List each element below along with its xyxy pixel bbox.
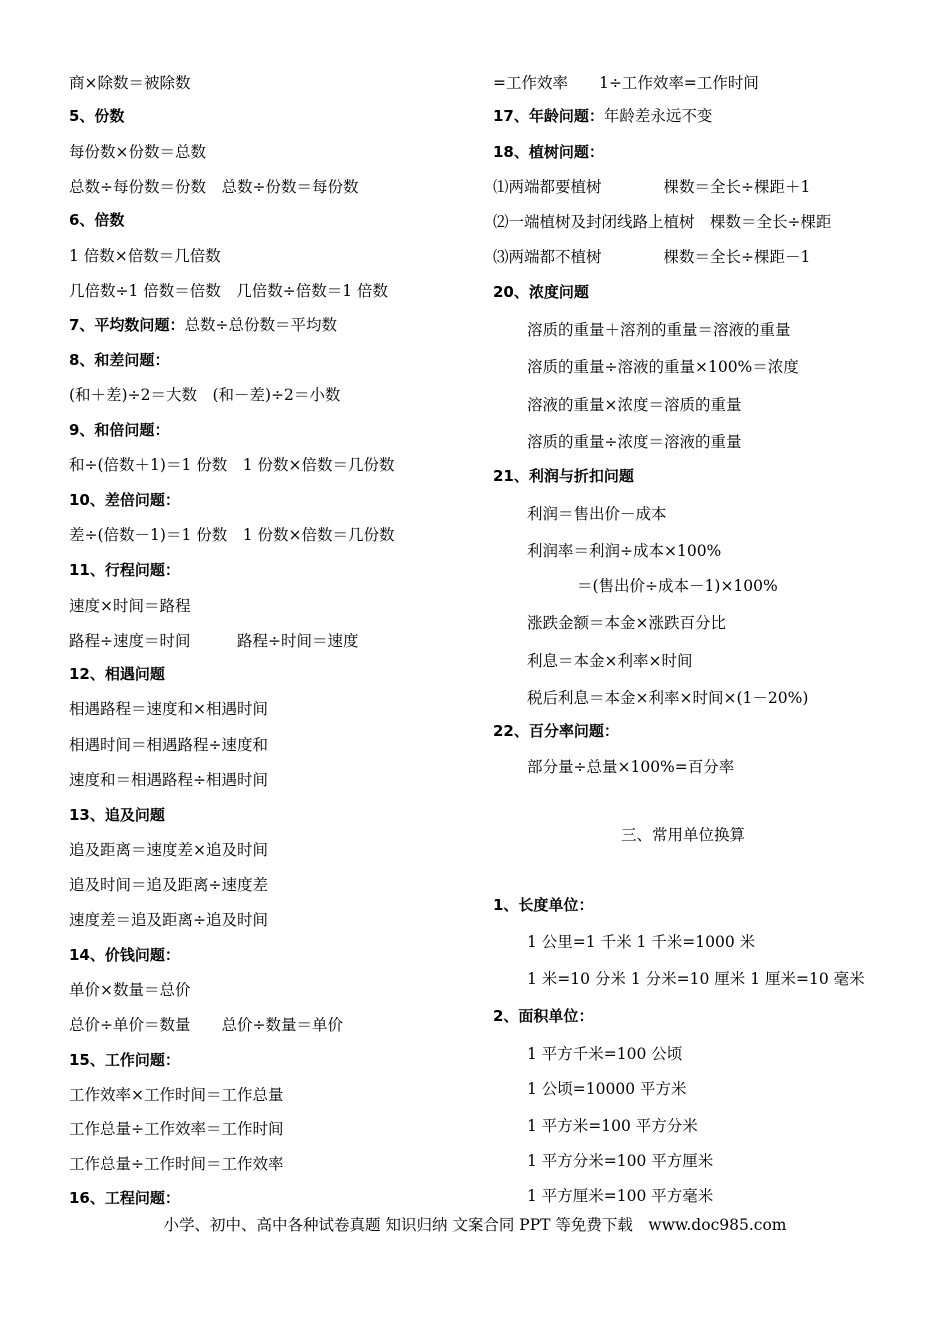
- right-formula-line: 1 平方千米=100 公顷: [527, 1045, 683, 1063]
- right-formula-line: 利润＝售出价－成本: [527, 505, 667, 523]
- right-formula-line: ⑴两端都要植树 棵数＝全长÷棵距＋1: [493, 178, 811, 196]
- heading-label: 9、和倍问题：: [69, 421, 170, 439]
- left-heading: [69, 350, 169, 370]
- left-formula-line: 工作总量÷工作效率＝工作时间: [69, 1120, 284, 1138]
- right-formula-line: 溶质的重量＋溶剂的重量＝溶液的重量: [527, 321, 791, 339]
- left-formula-line: 几倍数÷1 倍数＝倍数 几倍数÷倍数＝1 倍数: [69, 282, 389, 300]
- heading-label: 20、浓度问题: [493, 283, 589, 301]
- right-formula-line: 涨跌金额＝本金×涨跌百分比: [527, 614, 726, 632]
- left-formula-line: 工作总量÷工作时间＝工作效率: [69, 1155, 284, 1173]
- right-formula-line: 1 平方米=100 平方分米: [527, 1117, 698, 1135]
- right-heading: [493, 721, 619, 741]
- heading-label: 1、长度单位：: [493, 896, 594, 914]
- right-formula-line: 税后利息＝本金×利率×时间×(1－20%): [527, 689, 809, 707]
- heading-label: 7、平均数问题：: [69, 316, 185, 334]
- right-heading: [493, 106, 712, 126]
- right-heading: [493, 895, 593, 915]
- right-formula-line: =工作效率 1÷工作效率=工作时间: [493, 74, 759, 92]
- heading-label: 13、追及问题: [69, 806, 165, 824]
- left-heading: [69, 106, 124, 126]
- left-formula-line: (和＋差)÷2＝大数 (和－差)÷2＝小数: [69, 386, 341, 404]
- heading-label: 18、植树问题：: [493, 143, 604, 161]
- left-heading: [69, 1050, 180, 1070]
- left-formula-line: 追及距离＝速度差×追及时间: [69, 841, 268, 859]
- left-heading: [69, 210, 124, 230]
- right-formula-line: 利息＝本金×利率×时间: [527, 652, 693, 670]
- heading-label: 15、工作问题：: [69, 1051, 180, 1069]
- left-formula-line: 和÷(倍数＋1)＝1 份数 1 份数×倍数＝几份数: [69, 456, 395, 474]
- left-heading: [69, 945, 180, 965]
- right-heading: [493, 282, 589, 302]
- heading-label: 8、和差问题：: [69, 351, 170, 369]
- right-heading: [493, 142, 604, 162]
- right-formula-line: 1 米=10 分米 1 分米=10 厘米 1 厘米=10 毫米: [527, 970, 865, 988]
- left-heading: [69, 490, 180, 510]
- right-formula-line: 利润率＝利润÷成本×100%: [527, 542, 722, 560]
- heading-label: 2、面积单位：: [493, 1007, 594, 1025]
- heading-label: 12、相遇问题: [69, 665, 165, 683]
- heading-label: 14、价钱问题：: [69, 946, 180, 964]
- right-heading: [493, 1006, 593, 1026]
- heading-label: 5、份数: [69, 107, 125, 125]
- right-formula-line: 溶液的重量×浓度＝溶质的重量: [527, 396, 742, 414]
- left-formula-line: 追及时间＝追及距离÷速度差: [69, 876, 268, 894]
- left-formula-line: 速度和＝相遇路程÷相遇时间: [69, 771, 268, 789]
- left-heading: [69, 664, 165, 684]
- heading-formula: 年龄差永远不变: [603, 107, 713, 125]
- heading-formula: 总数÷总份数＝平均数: [184, 316, 337, 334]
- heading-label: 22、百分率问题：: [493, 722, 619, 740]
- left-formula-line: 相遇时间＝相遇路程÷速度和: [69, 736, 268, 754]
- right-formula-line: 1 平方分米=100 平方厘米: [527, 1152, 714, 1170]
- right-formula-line: 三、常用单位换算: [621, 826, 746, 844]
- left-heading: [69, 420, 169, 440]
- right-heading: [493, 466, 634, 486]
- right-formula-line: 1 平方厘米=100 平方毫米: [527, 1187, 714, 1205]
- right-formula-line: 1 公顷=10000 平方米: [527, 1080, 687, 1098]
- left-formula-line: 路程÷速度＝时间 路程÷时间＝速度: [69, 632, 359, 650]
- left-formula-line: 相遇路程＝速度和×相遇时间: [69, 700, 268, 718]
- left-heading: [69, 805, 165, 825]
- heading-label: 11、行程问题：: [69, 561, 180, 579]
- left-formula-line: 差÷(倍数－1)＝1 份数 1 份数×倍数＝几份数: [69, 526, 395, 544]
- right-formula-line: ＝(售出价÷成本－1)×100%: [577, 577, 778, 595]
- left-formula-line: 单价×数量＝总价: [69, 981, 191, 999]
- left-heading: [69, 560, 180, 580]
- right-formula-line: ⑵一端植树及封闭线路上植树 棵数＝全长÷棵距: [493, 213, 832, 231]
- heading-label: 10、差倍问题：: [69, 491, 180, 509]
- left-formula-line: 1 倍数×倍数＝几倍数: [69, 247, 221, 265]
- left-heading: [69, 315, 337, 335]
- left-formula-line: 总数÷每份数＝份数 总数÷份数＝每份数: [69, 178, 359, 196]
- left-heading: [69, 1188, 180, 1208]
- heading-label: 21、利润与折扣问题: [493, 467, 634, 485]
- left-formula-line: 速度差＝追及距离÷追及时间: [69, 911, 268, 929]
- right-formula-line: ⑶两端都不植树 棵数＝全长÷棵距－1: [493, 248, 811, 266]
- heading-label: 16、工程问题：: [69, 1189, 180, 1207]
- left-formula-line: 工作效率×工作时间＝工作总量: [69, 1086, 284, 1104]
- left-formula-line: 每份数×份数＝总数: [69, 143, 206, 161]
- page-footer: 小学、初中、高中各种试卷真题 知识归纳 文案合同 PPT 等免费下载 www.doc985.com: [163, 1216, 787, 1234]
- left-formula-line: 总价÷单价＝数量 总价÷数量＝单价: [69, 1016, 343, 1034]
- right-formula-line: 1 公里=1 千米 1 千米=1000 米: [527, 933, 756, 951]
- heading-label: 6、倍数: [69, 211, 125, 229]
- right-formula-line: 溶质的重量÷溶液的重量×100%＝浓度: [527, 358, 799, 376]
- left-formula-line: 速度×时间＝路程: [69, 597, 191, 615]
- right-formula-line: 部分量÷总量×100%=百分率: [527, 758, 735, 776]
- right-formula-line: 溶质的重量÷浓度＝溶液的重量: [527, 433, 742, 451]
- left-formula-line: 商×除数＝被除数: [69, 74, 191, 92]
- heading-label: 17、年龄问题：: [493, 107, 604, 125]
